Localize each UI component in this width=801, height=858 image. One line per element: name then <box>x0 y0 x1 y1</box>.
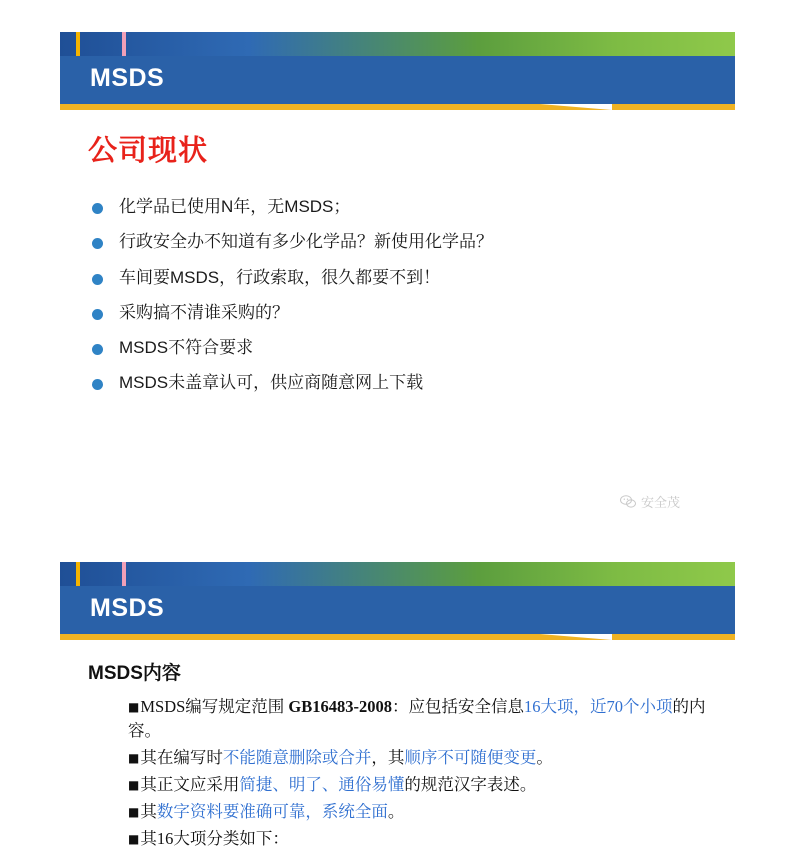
bullet-dot-icon <box>92 238 103 249</box>
text-segment: 16大项，近70个小项 <box>524 697 673 716</box>
section-heading: MSDS内容 <box>88 663 181 684</box>
text-segment: 其 <box>140 801 157 821</box>
underline-left-segment <box>60 634 600 640</box>
text-segment: 。 <box>536 747 553 767</box>
list-item <box>128 695 718 743</box>
list-item <box>128 746 718 770</box>
list-item <box>92 372 712 393</box>
watermark <box>620 492 680 511</box>
list-item-label: 采购搞不清谁采购的？ <box>119 302 289 322</box>
underline-right-segment <box>612 634 735 640</box>
text-segment: GB16483-2008 <box>288 697 393 716</box>
text-segment: 的规范汉字表述。 <box>404 774 537 794</box>
text-segment: 简捷、明了、通俗易懂 <box>239 774 405 794</box>
list-item-label: MSDS不符合要求 <box>119 338 254 357</box>
title-band-underline <box>0 634 801 640</box>
list-item <box>92 267 712 288</box>
text-segment: 顺序不可随便变更 <box>404 747 537 767</box>
underline-right-segment <box>612 104 735 110</box>
bullet-dot-icon <box>92 203 103 214</box>
text-segment: MSDS编写规定范围 <box>140 697 289 716</box>
text-segment: ：应包括安全信息 <box>392 697 525 716</box>
list-item <box>128 773 718 797</box>
slide-title-band <box>60 586 735 634</box>
list-item-label: 车间要MSDS，行政索取，很久都要不到！ <box>119 267 441 287</box>
text-segment: 其正文应采用 <box>140 774 240 794</box>
underline-notch-diagonal <box>540 634 612 640</box>
bullet-dot-icon <box>92 309 103 320</box>
text-segment: 不能随意删除或合并 <box>222 747 372 767</box>
list-item <box>92 302 712 323</box>
text-segment: 其在编写时 <box>140 747 223 767</box>
bullet-dot-icon <box>92 344 103 355</box>
list-item <box>92 337 712 358</box>
wechat-icon <box>620 495 636 509</box>
slide-msds-content <box>0 540 801 858</box>
list-item-label: 行政安全办不知道有多少化学品？新使用化学品？ <box>119 232 493 252</box>
square-bullet-icon: ■ <box>128 750 140 765</box>
list-item <box>92 231 712 252</box>
title-band-underline <box>0 104 801 110</box>
list-item <box>128 800 718 824</box>
text-segment: 。 <box>387 801 405 821</box>
list-item <box>128 827 718 851</box>
bullet-dot-icon <box>92 379 103 390</box>
list-item-label: 化学品已使用N年，无MSDS； <box>119 197 351 216</box>
square-bullet-icon: ■ <box>128 831 140 846</box>
section-heading: 公司现状 <box>88 135 209 167</box>
text-segment: 数字资料要准确可靠，系统全面 <box>156 801 388 821</box>
slide-title: MSDS <box>90 594 165 622</box>
text-segment: ，其 <box>371 747 405 767</box>
text-segment: 的内容。 <box>128 697 706 740</box>
underline-left-segment <box>60 104 600 110</box>
underline-notch-diagonal <box>540 104 612 110</box>
watermark-label: 安全茂 <box>641 495 681 510</box>
square-bullet-icon: ■ <box>128 700 140 714</box>
content-paragraph-list <box>128 695 718 854</box>
square-bullet-icon: ■ <box>128 804 140 819</box>
list-item-label: MSDS未盖章认可，供应商随意网上下载 <box>119 373 424 393</box>
slide-title-band <box>60 56 735 104</box>
bullet-dot-icon <box>92 274 103 285</box>
square-bullet-icon: ■ <box>128 777 140 792</box>
slide-title: MSDS <box>90 64 165 92</box>
bullet-list <box>92 196 712 408</box>
list-item <box>92 196 712 217</box>
text-segment: 其16大项分类如下： <box>140 828 289 848</box>
